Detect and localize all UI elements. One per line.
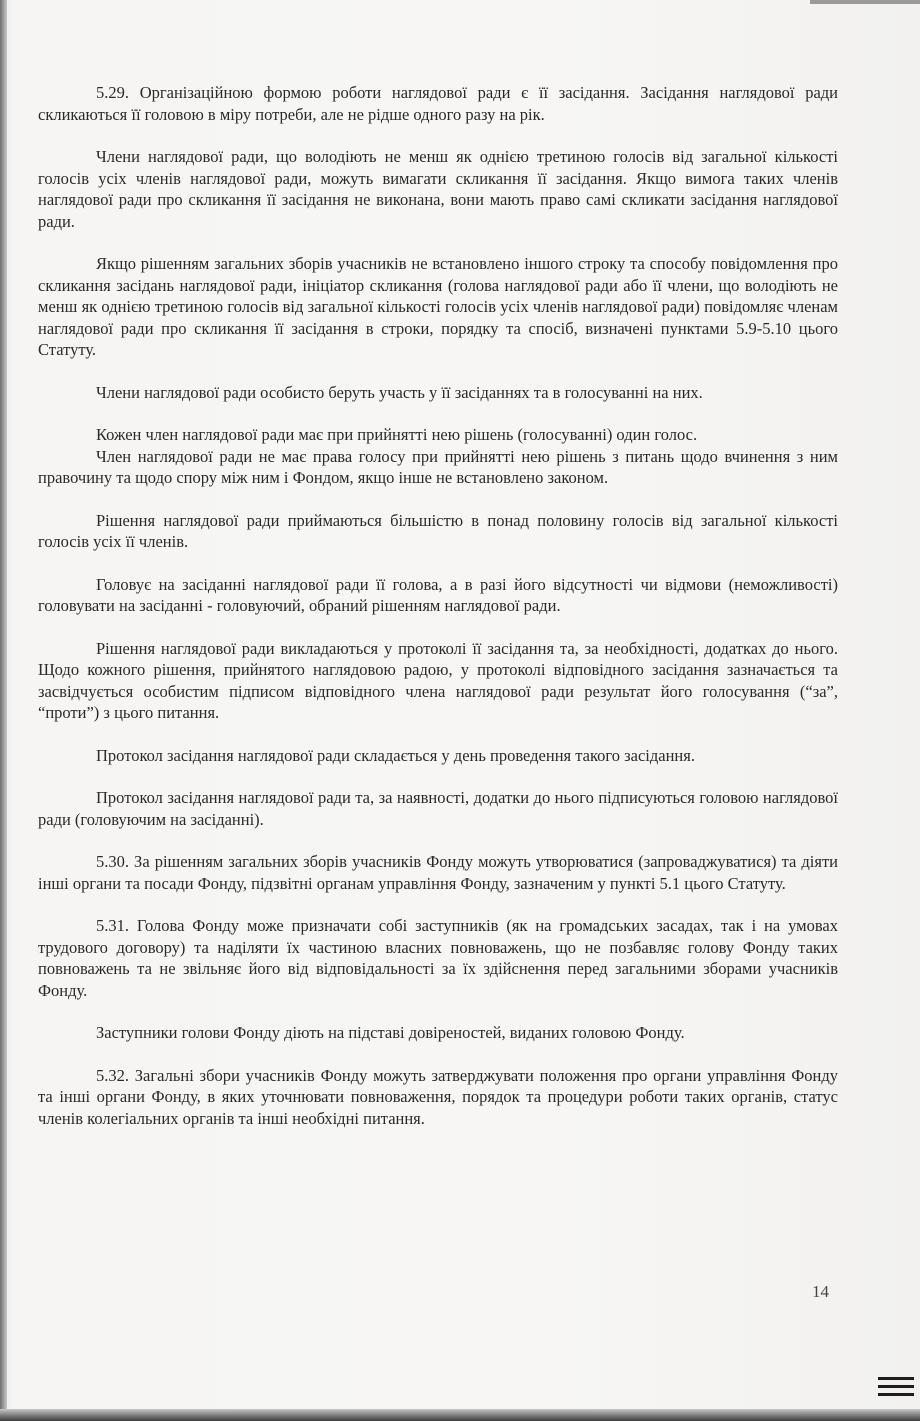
paragraph-minutes-day: Протокол засідання наглядової ради складається у день проведення такого засідання. (96, 745, 695, 765)
paragraph-5-30: 5.30. За рішенням загальних зборів учасників Фонду можуть утворюватися (запроваджуватися) та діяти інші органи та посади Фонду, підзвітні органам управління Фонду, зазначеним у пункті 5.1 цього Статуту. (38, 852, 838, 893)
paragraph-majority: Рішення наглядової ради приймаються більшістю в понад половину голосів від загальної кількості голосів усіх її членів. (38, 510, 838, 551)
scan-bottom-edge (0, 1409, 920, 1421)
paragraph-minutes-signing: Протокол засідання наглядової ради та, за наявності, додатки до нього підписуються головою наглядової ради (головуючим на засіданні). (38, 788, 838, 829)
paragraph-members-convene: Члени наглядової ради, що володіють не менш як однією третиною голосів від загальної кількості голосів усіх членів наглядової ради, можуть вимагати скликання її засідання. Якщо вимога таких членів наглядової ради про скликання її засідання не виконана, вони мають право самі скликати засідання наглядової ради. (38, 147, 838, 231)
paragraph-5-31: 5.31. Голова Фонду може призначати собі заступників (як на громадських засадах, так і на умовах трудового договору) та наділяти їх частиною власних повноважень, що не позбавляє голову Фонду таких повноважень та не звільняє його від відповідальності за їх здійснення перед загальними зборами учасників Фонду. (38, 916, 838, 1000)
paragraph-5-32: 5.32. Загальні збори учасників Фонду можуть затверджувати положення про органи управління Фонду та інші органи Фонду, в яких уточнювати повноваження, порядок та процедури роботи таких органів, статус членів колегіальних органів та інші необхідні питання. (38, 1065, 838, 1128)
paragraph-minutes: Рішення наглядової ради викладаються у протоколі її засідання та, за необхідності, додатках до нього. Щодо кожного рішення, прийнятого наглядовою радою, у протоколі відповідного засідання зазначається та засвідчується особистим підписом відповідного члена наглядової ради результат його голосування (“за”, “проти”) з цього питання. (38, 638, 838, 722)
paragraph-notice: Якщо рішенням загальних зборів учасників не встановлено іншого строку та способу повідомлення про скликання засідань наглядової ради, ініціатор скликання (голова наглядової ради або її члени, що володіють не менш як однією третиною голосів від загальної кількості голосів усіх членів наглядової ради) повідомляє членам наглядової ради про скликання її засідання в строки, порядку та спосіб, визначені пунктами 5.9-5.10 цього Статуту. (38, 254, 838, 359)
scan-left-edge (0, 0, 7, 1421)
paragraph-5-29: 5.29. Організаційною формою роботи наглядової ради є її засідання. Засідання наглядової ради скликаються її головою в міру потреби, але не рідше одного разу на рік. (38, 83, 838, 124)
paragraph-one-vote: Кожен член наглядової ради має при прийнятті нею рішень (голосуванні) один голос. (96, 425, 698, 444)
page-number: 14 (812, 1282, 829, 1301)
paragraph-chairing: Головує на засіданні наглядової ради її голова, а в разі його відсутності чи відмови (неможливості) головувати на засіданні - головуючий, обраний рішенням наглядової ради. (38, 574, 838, 615)
paragraph-personal-participation: Члени наглядової ради особисто беруть участь у її засіданнях та в голосуванні на них. (96, 382, 703, 402)
scan-top-shadow (810, 0, 920, 4)
paragraph-no-vote: Член наглядової ради не має права голосу при прийнятті нею рішень з питань щодо вчинення з ним правочину та щодо спору між ним і Фондом, якщо інше не встановлено законом. (38, 446, 838, 487)
document-body (38, 82, 838, 1129)
scan-edge-marks (878, 1377, 914, 1401)
paragraph-deputies: Заступники голови Фонду діють на підставі довіреностей, виданих головою Фонду. (96, 1023, 685, 1042)
